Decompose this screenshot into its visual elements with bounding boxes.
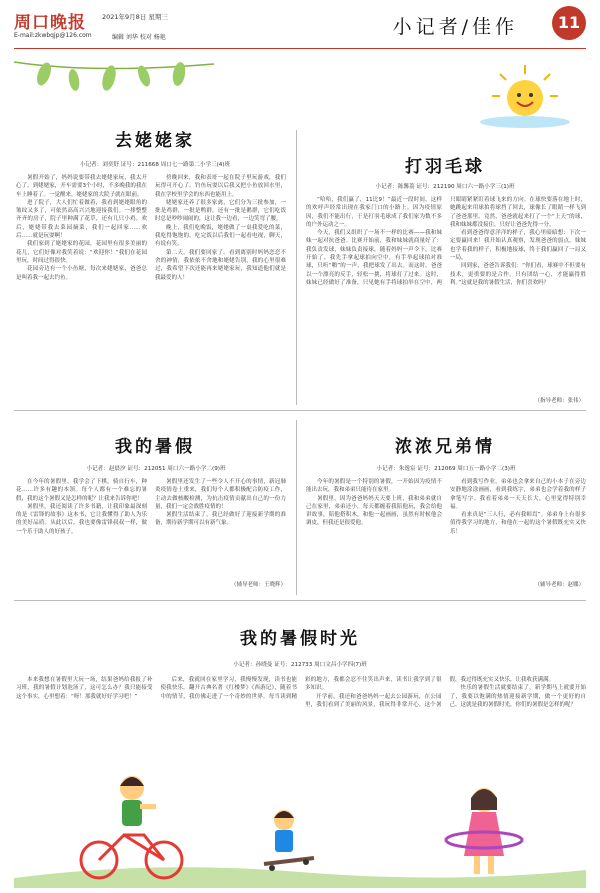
article-body	[16, 676, 586, 760]
article-byline: 小记者：陈馨荔 证号：212190 周口六一路小学三(1)班	[375, 184, 515, 190]
article-title: 我的暑假	[115, 437, 195, 457]
paragraph: 我们家到了姥姥家的花园，花园里有很多美丽的花儿，它们好像对我笑着说：“欢迎你！”我们在花园里玩，时间过得很快。	[16, 241, 147, 264]
paragraph: 看到我写作业，弟弟也会拿来自己的小本子在旁边安静地涂涂画画，看到我练字，弟弟也会学着我的样子拿笔写字。我看着弟弟一天天长大，心里觉得特别幸福。	[450, 479, 586, 510]
masthead-rule	[14, 48, 586, 49]
tutor-credit: （指导老师：张伟）	[534, 398, 584, 404]
paragraph: 今天，我们又组织了一场不一样的比赛——我和妹妹一起对抗爸爸。比赛开始前，我和妹妹就商量好了：我负责发球，妹妹负责接球。随着妈妈一声令下，比赛开始了。我先手拿起球拍向空中，有手举起球拍对准球，只听“啪”的一声，我把球发了出去。而这时，爸爸以一个漂亮的反手，轻松一挑，将球打了过来。这时，妹妹已经做好了准备，只见她有手将球拍举在空中，两只眼睛紧紧盯着球飞来的方向。在球快要落在地上时，她跳起来用球拍将球挡了回去，球像长了眼睛一样飞到了爸爸那里。竟然，爸爸就起来打了一个“上天”的球，我和妹妹都没接住，只好让爸爸先得一分。	[306, 197, 586, 286]
article-body	[16, 174, 286, 404]
paragraph: 在今年的暑假里，我学会了下棋，骑自行车，种花……许多有趣的本领。每个人都有一个难忘的暑假，我的这个暑假又是怎样的呢？让我来告诉你吧！	[16, 479, 147, 502]
paragraph: 今年的暑假是一个特别的暑假，一开始因为疫情不能出去玩，我和弟弟只能待在家里。	[306, 479, 442, 494]
page-number-badge: 11	[552, 6, 586, 40]
paragraph: 后来，我就回在家里学习，我慢慢发现，读书也能使我快乐。翻开古典名著《红楼梦》《西游记》，随着书中的情节，我仿佛走进了一个奇妙的世界。每当读到精彩的地方，我都会忍不住笑出声来，读书让我学到了很多知识。	[160, 677, 442, 700]
paragraph: 傍晚回来，我和表哥一起在院子里玩游戏，我们玩得可开心了。钓鱼玩耍以后我又把小鱼放回水里，我在学校里学会的东西也能用上。	[155, 175, 286, 198]
paragraph: 开学前，我还和爸爸妈妈一起去公园游玩，在公园里，我们看到了美丽的风景，我玩得非常开心。这个暑假，我过得既充实又快乐，让我收获满满。	[305, 677, 555, 708]
paragraph: 晚上，我们吃晚饭，姥姥做了一桌我爱吃的菜，我吃得饱饱的。吃完饭以后我们一起看电视，聊天，有说有笑。	[155, 224, 286, 248]
paragraph: 进了院子，大人们忙着做着，我看到姥姥眼角的皱纹又多了，可依然高高兴兴地迎接我们。一排整整齐齐的房子，院子里种满了花草，还有几只小鸡。欢后，姥姥带我去菜园摘菜，我们一起回家……欢后……就是玩耍啊！	[16, 199, 147, 240]
row-divider	[14, 410, 586, 411]
newspaper-logo: 周口晚报	[14, 13, 86, 33]
kids-playing-illustration	[14, 760, 586, 888]
paragraph: 暑假生活结束了，我已经做好了迎接新学期的准备，期待新学期可以有新气象。	[155, 512, 286, 527]
paragraph: 暑假里，我还阅读了许多书籍，让我印象最深刻的是《雷锋的故事》这本书，它让我懂得了助人为乐的美好品质。从此以后，我也要像雷锋叔叔一样，做一个乐于助人的好孩子。	[16, 503, 147, 535]
paragraph: 回到家，爸爸告诉我们：“你们看，球赛中不但要有技术，更重要的是合作。只有团结一心，才能赢得胜利。”这就是我的暑假生活，你们喜欢吗？	[450, 263, 586, 286]
paragraph: 本来我想在暑假里大玩一场，结果爸妈给我报了补习班，我的暑假计划泡汤了，这可怎么办？我只能接受这个事实，心里想着：“呀！那我就好好学习吧！”	[16, 677, 153, 700]
paragraph: 姥姥家还养了很多家禽，它们分为三批参加，一批是鸡群，一批是鸭群，还有一批是鹅群，它们吃饭时总是吵吵闹闹的，这让我一边看，一边笑弯了腰。	[155, 199, 286, 223]
article-byline: 小记者：朱逸宸 证号：212069 周口五一路小学二(3)班	[376, 466, 516, 472]
paragraph: 花园旁边有一个小鱼塘，每次来姥姥家，爸爸总是叫着我一起去钓鱼。	[16, 266, 147, 281]
article-body	[306, 478, 586, 576]
article-byline: 小记者：赵晨汐 证号：212051 周口六一路小学二(9)班	[86, 466, 226, 472]
paragraph: “哈哈，我们赢了，11比9！”最近一段时间，这样的欢呼声经常出现在我家门口的小路上。因为疫情原因，我们不能出行，于是打羽毛球成了我们家为数不多的户外运动之一。	[306, 197, 442, 228]
dateline: 2021年9月8日 星期三	[102, 13, 168, 21]
article-title: 浓浓兄弟情	[395, 437, 495, 457]
column-divider	[296, 420, 297, 595]
paragraph: 第二天，我们要回家了。看到离别时妈妈恋恋不舍的神情，我依依不舍地和姥姥告别，我的心里很难过，我希望下次还能再来姥姥家玩，我知道他们就是我最爱的人！	[155, 249, 286, 281]
paragraph: 暑假里，因为爸爸妈妈天天要上班，我和弟弟就自己在家里，弟弟还小，每天都缠着我陪他玩，我会给他讲故事，陪他搭积木，和他一起画画，虽然有时候他会调皮，但我还是很爱他。	[306, 495, 442, 527]
section-title: 小记者/佳作	[392, 16, 518, 38]
sun-illustration	[470, 60, 580, 130]
article-byline: 小记者：孙晓曼 证号：212733 周口文昌小学四(7)班	[233, 662, 367, 668]
paragraph: 暑假开始了，妈妈说要带我去姥姥家玩，我太开心了。到姥姥家，开车需要3个小时，不多晚我的我在车上睡着了。一觉醒来，姥姥家的大院子就在眼前。	[16, 175, 147, 198]
article-body	[16, 478, 286, 576]
editor-line: 编辑 刘华 校对 杨艳	[112, 34, 166, 41]
paragraph: 暑假里还发生了一些令人不开心的事情，新冠肺炎疫情卷土重来，我们每个人都积极配合防疫工作，主动去做核酸检测，为抗击疫情贡献出自己的一份力量，我们一定会战胜疫情的！	[155, 479, 286, 510]
leaf-decoration	[14, 54, 224, 114]
article-body	[306, 196, 586, 394]
paragraph: 快乐的暑假生活就要结束了，新学期马上就要开始了，我要以饱满的热情迎接新学期，做一个更好的自己。这就是我的暑假时光，你们的暑假是怎样的呢？	[449, 685, 586, 708]
article-title: 打羽毛球	[405, 157, 485, 177]
tutor-credit: （辅导老师：王晓辉）	[230, 582, 286, 588]
tutor-credit: （辅导老师：赵娜）	[534, 582, 584, 588]
article-byline: 小记者：刘奕舒 证号：211668 周口七一路第二小学三(4)班	[79, 162, 231, 168]
paragraph: 看到爸爸得意洋洋的样子，我心里暗暗想：下次一定要赢回来！我开始认真观察，发现爸爸的弱点，妹妹也学着我的样子，积极地接球，终于我们赢回了一局又一局。	[450, 230, 586, 262]
column-divider	[296, 130, 297, 405]
row-divider	[14, 600, 586, 601]
paragraph: 看来真是“三人行，必有我师焉”。弟弟身上有很多值得我学习的地方，和他在一起的这个暑假既充实又快乐！	[450, 512, 586, 535]
article-title: 我的暑假时光	[240, 629, 360, 649]
article-title: 去姥姥家	[115, 131, 195, 151]
email: E-mail:zkwbqjp@126.com	[14, 32, 92, 39]
